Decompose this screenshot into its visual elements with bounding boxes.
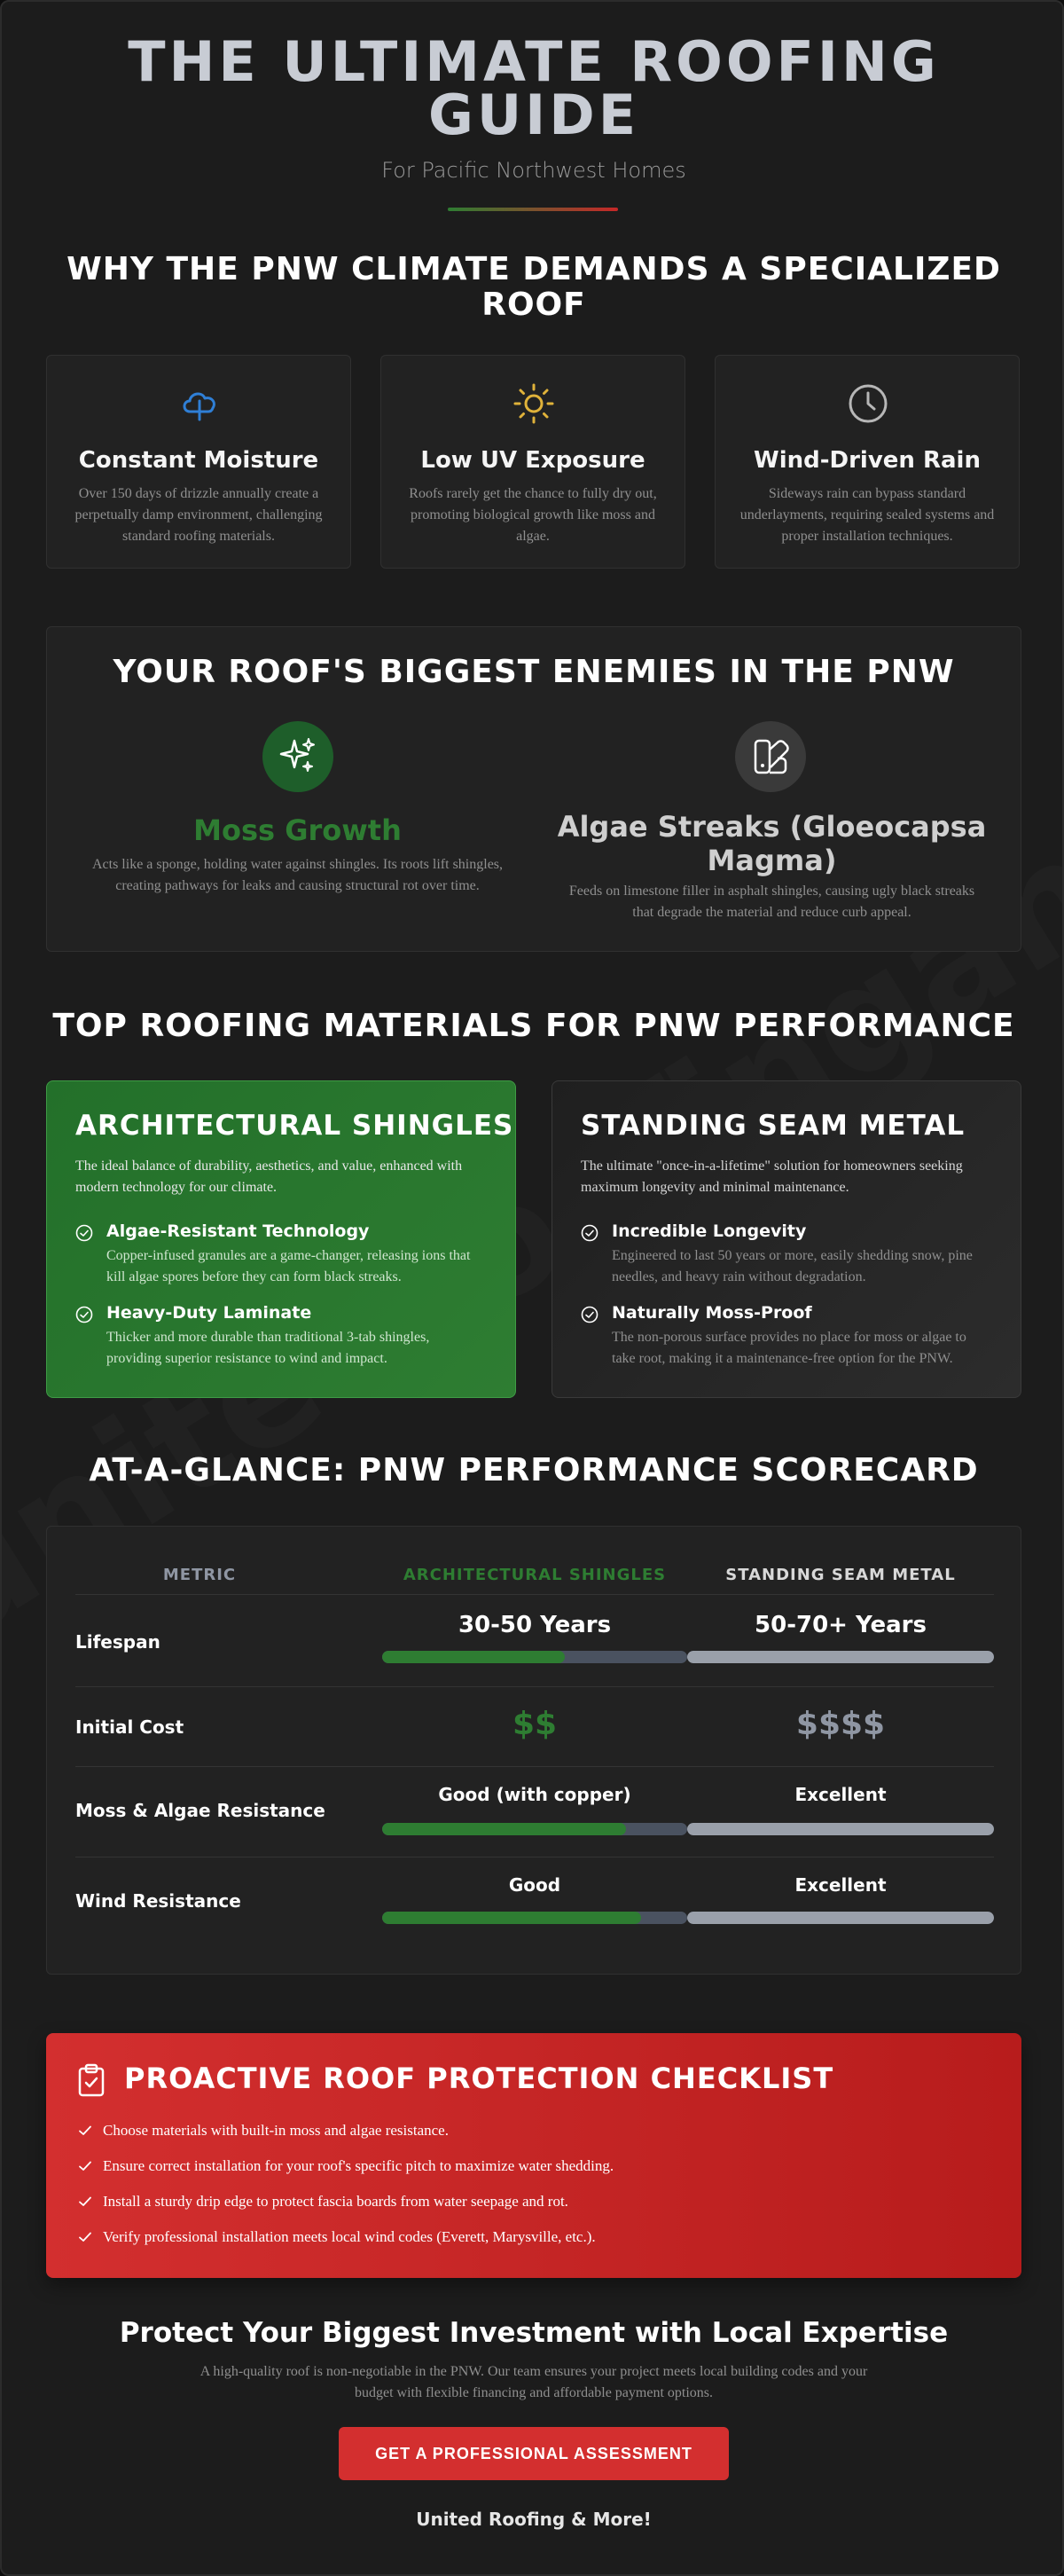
material-card-metal — [552, 1080, 1021, 1398]
metric-label: Moss & Algae Resistance — [75, 1800, 325, 1821]
header-divider — [75, 1594, 994, 1595]
card-title: Wind-Driven Rain — [754, 447, 981, 474]
page-title-line1: THE ULTIMATE ROOFING — [128, 29, 940, 94]
checklist-item-text: Ensure correct installation for your roof's specific pitch to maximize water shedding. — [103, 2157, 614, 2174]
page-title-line2: GUIDE — [427, 82, 640, 147]
enemies-section — [46, 626, 1021, 952]
metric-label: Initial Cost — [75, 1716, 184, 1738]
climate-card — [380, 355, 685, 569]
metal-level-fill — [687, 1912, 994, 1924]
feature-text: Thicker and more durable than traditional 3-tab shingles, providing superior resistance to wind and impact. — [106, 1330, 430, 1366]
climate-section-title: WHY THE PNW CLIMATE DEMANDS A SPECIALIZED ROOF — [66, 251, 1001, 323]
shingles-level-bar — [382, 1823, 687, 1835]
column-header-metal: STANDING SEAM METAL — [725, 1566, 956, 1584]
enemies-section-title: YOUR ROOF'S BIGGEST ENEMIES IN THE PNW — [113, 654, 955, 690]
sun-icon — [512, 381, 556, 426]
sparkles-icon — [262, 721, 333, 792]
shingles-value: Good (with copper) — [438, 1784, 631, 1805]
shingles-value: 30-50 Years — [458, 1612, 612, 1638]
clock-icon — [846, 381, 890, 426]
checklist-item-text: Choose materials with built-in moss and algae resistance. — [103, 2122, 449, 2139]
row-divider — [75, 1766, 994, 1767]
feature-title: Naturally Moss-Proof — [612, 1303, 812, 1323]
shingles-level-fill — [382, 1912, 641, 1924]
algae-icon-circle — [735, 721, 806, 792]
check-icon — [78, 2124, 92, 2138]
card-text: Sideways rain can bypass standard underlayments, requiring sealed systems and proper installation techniques. — [739, 486, 995, 544]
materials-section-title: TOP ROOFING MATERIALS FOR PNW PERFORMANCE — [52, 1008, 1015, 1044]
climate-card — [715, 355, 1020, 569]
metal-value: Excellent — [794, 1784, 887, 1805]
card-title: Low UV Exposure — [420, 447, 645, 474]
scorecard-table — [46, 1526, 1021, 1975]
cloud-icon — [177, 381, 222, 426]
shingles-level-fill — [382, 1823, 626, 1835]
metal-cost: $$$$ — [795, 1706, 886, 1742]
feature-title: Incredible Longevity — [612, 1221, 807, 1241]
check-circle-icon — [581, 1306, 598, 1323]
card-text: Roofs rarely get the chance to fully dry out, promoting biological growth like moss and algae. — [409, 486, 657, 544]
metal-level-bar — [687, 1912, 994, 1924]
material-intro: The ideal balance of durability, aesthetics, and value, enhanced with modern technology for our climate. — [75, 1158, 463, 1195]
check-icon — [78, 2195, 92, 2209]
enemy-name: Moss Growth — [193, 813, 402, 847]
metal-level-bar — [687, 1651, 994, 1663]
material-title: STANDING SEAM METAL — [581, 1110, 966, 1142]
column-header-shingles: ARCHITECTURAL SHINGLES — [403, 1566, 667, 1584]
metric-label: Lifespan — [75, 1631, 160, 1653]
metal-level-fill — [687, 1823, 994, 1835]
feature-title: Algae-Resistant Technology — [106, 1221, 370, 1241]
shingles-level-bar — [382, 1651, 687, 1663]
metal-level-bar — [687, 1823, 994, 1835]
column-header-metric: METRIC — [162, 1566, 237, 1584]
climate-card — [46, 355, 351, 569]
checklist-title: PROACTIVE ROOF PROTECTION CHECKLIST — [124, 2062, 834, 2095]
checklist-item-text: Install a sturdy drip edge to protect fascia boards from water seepage and rot. — [103, 2193, 568, 2210]
material-card-shingles — [46, 1080, 516, 1398]
scorecard-section-title: AT-A-GLANCE: PNW PERFORMANCE SCORECARD — [89, 1452, 979, 1488]
cta-text: A high-quality roof is non-negotiable in the PNW. Our team ensures your project meets local building codes and your budget with flexible financing and affordable payment options. — [200, 2364, 868, 2400]
get-assessment-button[interactable]: GET A PROFESSIONAL ASSESSMENT — [339, 2427, 729, 2480]
shingles-level-fill — [382, 1651, 565, 1663]
brand-name: United Roofing & More! — [416, 2509, 652, 2530]
shingles-value: Good — [508, 1874, 561, 1896]
enemy-name: Algae Streaks (Gloeocapsa Magma) — [557, 810, 987, 877]
checklist-panel — [46, 2033, 1021, 2278]
feature-text: Engineered to last 50 years or more, easily shedding snow, pine needles, and heavy rain without degradation. — [612, 1248, 973, 1284]
moss-icon-circle — [262, 721, 333, 792]
row-divider — [75, 1686, 994, 1687]
material-title: ARCHITECTURAL SHINGLES — [75, 1110, 514, 1142]
cta-title: Protect Your Biggest Investment with Local Expertise — [119, 2317, 949, 2349]
card-title: Constant Moisture — [78, 447, 319, 474]
enemy-text: Feeds on limestone filler in asphalt shingles, causing ugly black streaks that degrade the material and reduce curb appeal. — [568, 884, 975, 920]
feature-title: Heavy-Duty Laminate — [106, 1303, 312, 1323]
page-title — [2, 29, 1064, 147]
check-icon — [78, 2230, 92, 2244]
enemy-text: Acts like a sponge, holding water against shingles. Its roots lift shingles, creating pathways for leaks and causing structural rot over time. — [91, 857, 504, 893]
material-intro: The ultimate "once-in-a-lifetime" solution for homeowners seeking maximum longevity and minimal maintenance. — [581, 1158, 963, 1195]
metal-value: 50-70+ Years — [755, 1612, 927, 1638]
metal-level-fill — [687, 1651, 994, 1663]
check-circle-icon — [75, 1306, 93, 1323]
metal-value: Excellent — [794, 1874, 887, 1896]
metric-label: Wind Resistance — [75, 1890, 241, 1912]
check-circle-icon — [581, 1224, 598, 1242]
feature-text: Copper-infused granules are a game-changer, releasing ions that kill algae spores before they can form black streaks. — [106, 1248, 471, 1284]
check-icon — [78, 2159, 92, 2173]
clipboard-check-icon — [76, 2063, 106, 2097]
shingles-level-bar — [382, 1912, 687, 1924]
page-subtitle: For Pacific Northwest Homes — [381, 158, 686, 183]
card-text: Over 150 days of drizzle annually create a perpetually damp environment, challenging standard roofing materials. — [74, 486, 323, 544]
feature-text: The non-porous surface provides no place for moss or algae to take root, making it a maintenance-free option for the PNW. — [612, 1330, 966, 1366]
swatch-icon — [735, 721, 806, 792]
shingles-cost: $$ — [512, 1706, 558, 1742]
check-circle-icon — [75, 1224, 93, 1242]
checklist-item-text: Verify professional installation meets local wind codes (Everett, Marysville, etc.). — [103, 2228, 596, 2245]
title-divider — [448, 208, 618, 211]
